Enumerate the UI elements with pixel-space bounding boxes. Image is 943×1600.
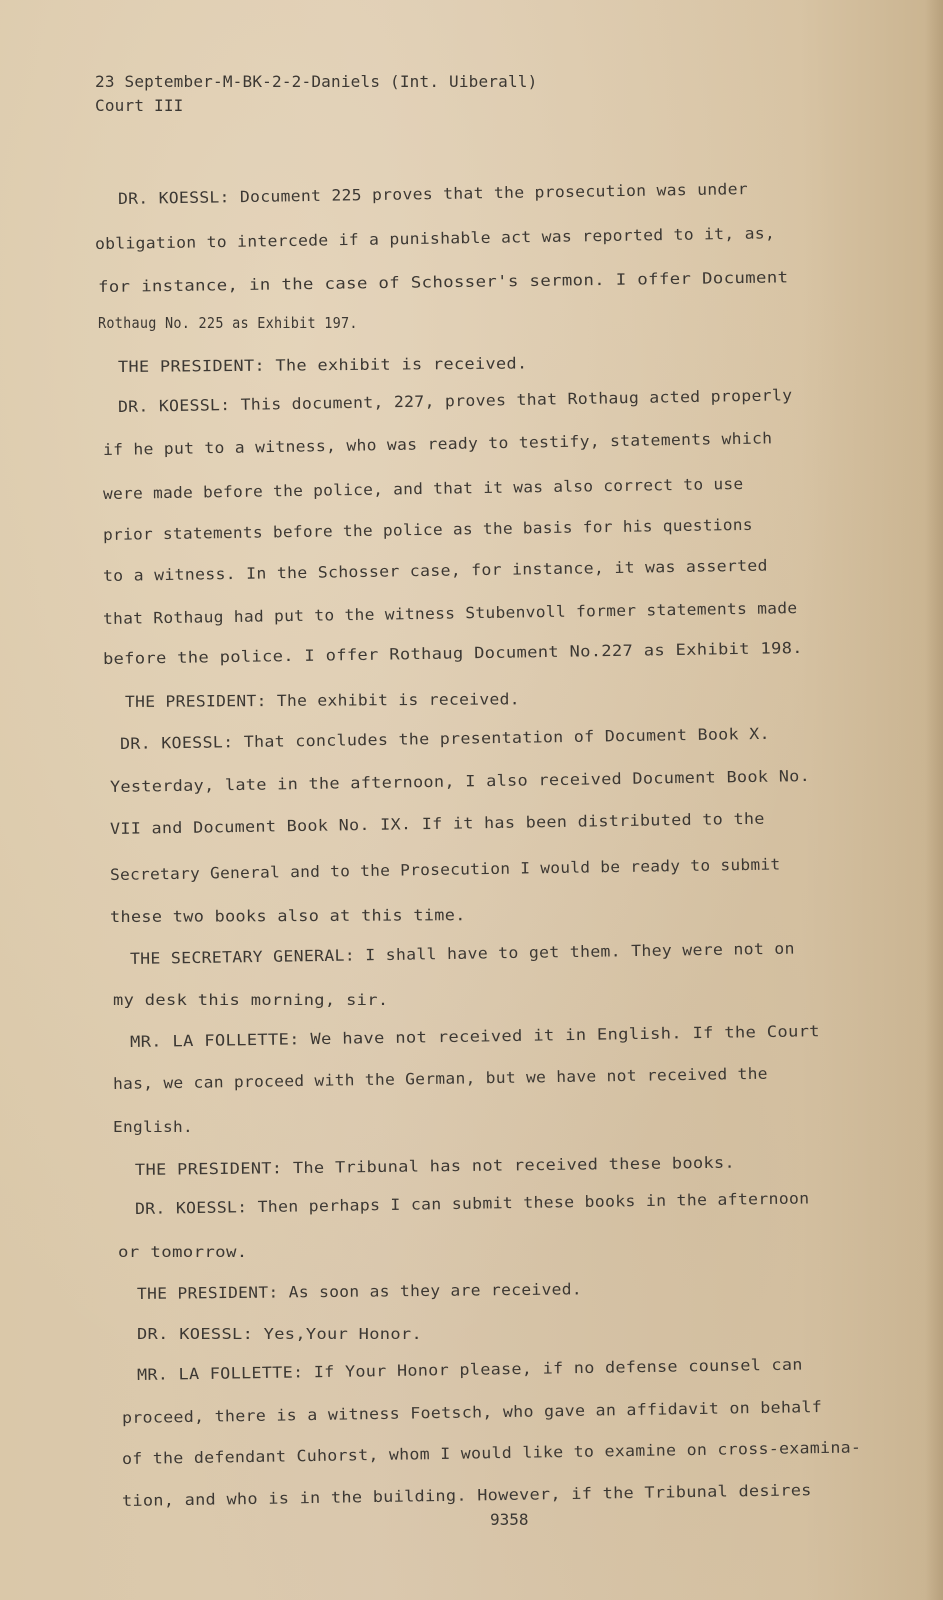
transcript-line: DR. KOESSL: That concludes the presentation of Document Book X. — [119, 724, 770, 753]
transcript-line: has, we can proceed with the German, but we have not received the — [112, 1064, 768, 1093]
transcript-line: Rothaug No. 225 as Exhibit 197. — [98, 314, 358, 332]
transcript-line: if he put to a witness, who was ready to testify, statements which — [102, 429, 773, 459]
transcript-line: obligation to intercede if a punishable act was reported to it, as, — [94, 224, 776, 253]
transcript-line: THE PRESIDENT: As soon as they are received. — [136, 1280, 583, 1303]
transcript-line: my desk this morning, sir. — [113, 991, 389, 1009]
transcript-line: THE PRESIDENT: The exhibit is received. — [117, 354, 528, 376]
transcript-line: DR. KOESSL: Document 225 proves that the prosecution was under — [117, 180, 749, 208]
transcript-line: or tomorrow. — [118, 1243, 248, 1261]
transcript-line: for instance, in the case of Schosser's sermon. I offer Document — [97, 268, 789, 296]
transcript-line: to a witness. In the Schosser case, for instance, it was asserted — [102, 556, 768, 585]
transcript-line: VII and Document Book No. IX. If it has been distributed to the — [109, 809, 765, 838]
transcript-line: English. — [113, 1118, 194, 1136]
transcript-line: these two books also at this time. — [109, 906, 466, 926]
transcript-line: tion, and who is in the building. However, if the Tribunal desires — [121, 1481, 812, 1510]
transcript-line: before the police. I offer Rothaug Document No.227 as Exhibit 198. — [102, 639, 803, 668]
transcript-line: DR. KOESSL: Then perhaps I can submit these books in the afternoon — [134, 1189, 810, 1218]
transcript-line: DR. KOESSL: Yes,Your Honor. — [137, 1325, 423, 1343]
transcript-line: Secretary General and to the Prosecution I would be ready to submit — [109, 855, 781, 884]
transcript-line: proceed, there is a witness Foetsch, who gave an affidavit on behalf — [121, 1398, 823, 1427]
transcript-line: MR. LA FOLLETTE: If Your Honor please, if no defense counsel can — [136, 1355, 803, 1384]
transcript-line: of the defendant Cuhorst, whom I would like to examine on cross-examina- — [121, 1438, 862, 1468]
transcript-line: Yesterday, late in the afternoon, I also received Document Book No. — [109, 767, 811, 796]
transcript-line: that Rothaug had put to the witness Stubenvoll former statements made — [102, 599, 798, 628]
page-number: 9358 — [490, 1510, 529, 1529]
transcript-line: THE SECRETARY GENERAL: I shall have to get them. They were not on — [129, 939, 795, 968]
transcript-line: prior statements before the police as the basis for his questions — [102, 515, 753, 544]
transcript-line: THE PRESIDENT: The Tribunal has not received these books. — [134, 1153, 736, 1179]
header-court-line: Court III — [95, 96, 184, 115]
transcript-line: DR. KOESSL: This document, 227, proves that Rothaug acted properly — [117, 386, 793, 416]
transcript-line: MR. LA FOLLETTE: We have not received it in English. If the Court — [129, 1022, 820, 1051]
transcript-line: THE PRESIDENT: The exhibit is received. — [124, 690, 520, 711]
transcript-line: were made before the police, and that it was also correct to use — [102, 474, 744, 503]
paper-edge-shadow — [925, 0, 943, 1600]
header-reference-line: 23 September-M-BK-2-2-Daniels (Int. Uiberall) — [95, 72, 538, 91]
